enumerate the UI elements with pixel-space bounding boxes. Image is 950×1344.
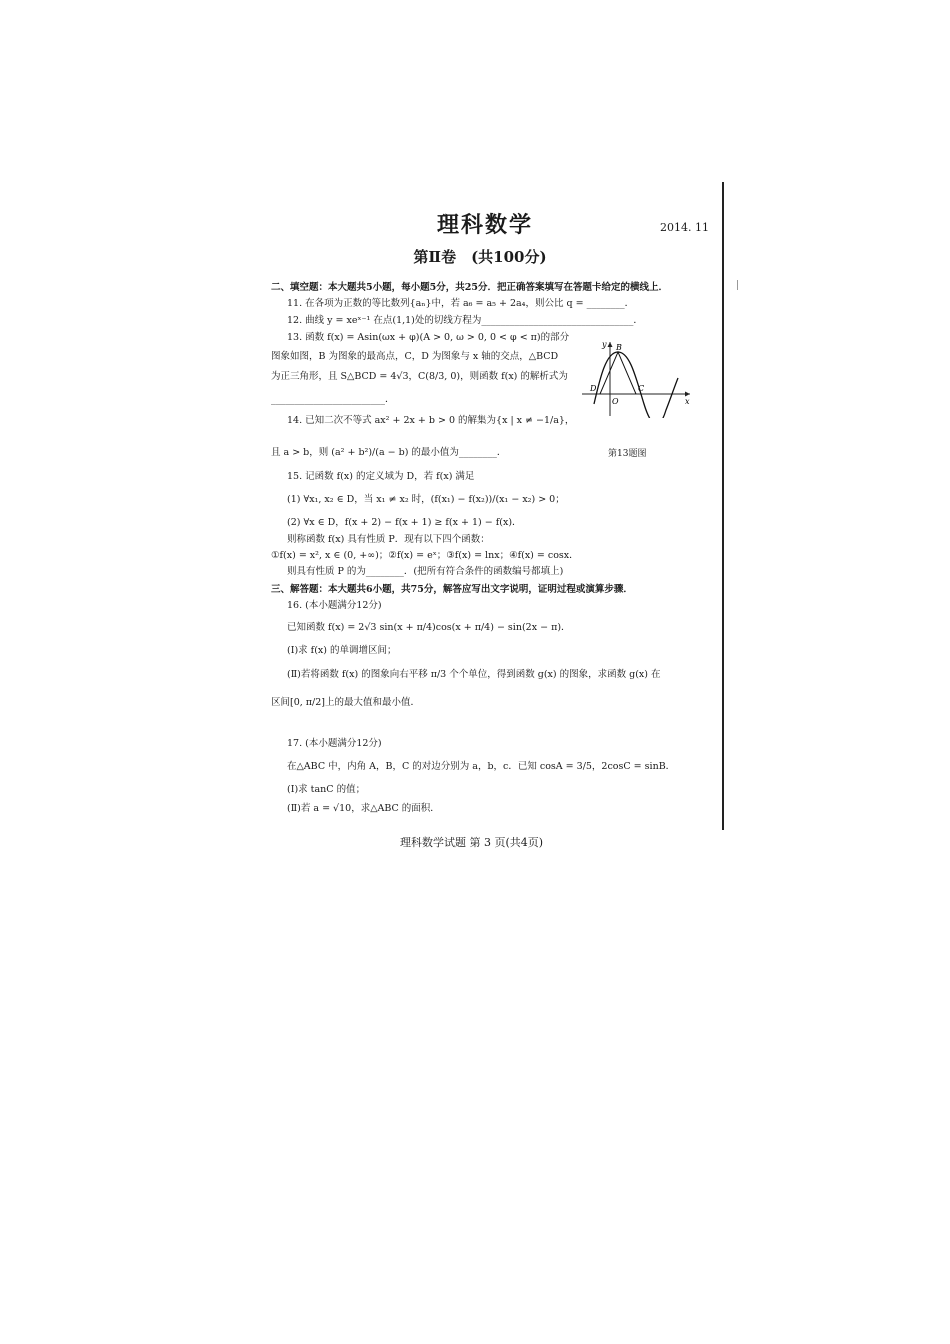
question-13-line-1: 13. 函数 f(x) = Asin(ωx + φ)(A > 0, ω > 0, 0 < φ < π)的部分 bbox=[287, 332, 570, 343]
label-y: y bbox=[602, 340, 607, 349]
label-x: x bbox=[685, 397, 690, 406]
question-13-line-4: ________________________． bbox=[271, 394, 395, 405]
section-fill-in-header: 二、填空题：本大题共5小题，每小题5分，共25分．把正确答案填写在答题卡给定的横线上． bbox=[271, 282, 668, 293]
question-12: 12. 曲线 y = xeˣ⁻¹ 在点(1,1)处的切线方程为________________________________． bbox=[287, 315, 643, 326]
question-14-line-1: 14. 已知二次不等式 ax² + 2x + b > 0 的解集为{x | x ≠ −1/a}， bbox=[287, 415, 575, 426]
question-16-part-1: (Ⅰ)求 f(x) 的单调增区间； bbox=[287, 645, 397, 656]
triangle-bcd bbox=[600, 352, 636, 394]
section-answer-header: 三、解答题：本大题共6小题，共75分，解答应写出文字说明，证明过程或演算步骤． bbox=[271, 584, 633, 595]
question-11: 11. 在各项为正数的等比数列{aₙ}中，若 a₆ = a₅ + 2a₄，则公比 q = ________． bbox=[287, 298, 635, 309]
question-13-line-2: 图象如图，B 为图象的最高点，C，D 为图象与 x 轴的交点，△BCD bbox=[271, 351, 559, 362]
label-b: B bbox=[616, 343, 622, 352]
page-title: 理科数学 bbox=[436, 212, 533, 238]
label-c: C bbox=[638, 384, 645, 393]
question-15-condition-2: (2) ∀x ∈ D，f(x + 2) − f(x + 1) ≥ f(x + 1) − f(x)． bbox=[287, 517, 522, 528]
exam-date: 2014. 11 bbox=[660, 221, 709, 234]
question-17-part-2: (Ⅱ)若 a = √10，求△ABC 的面积． bbox=[287, 803, 440, 814]
question-17-part-1: (Ⅰ)求 tanC 的值； bbox=[287, 784, 366, 795]
label-origin: O bbox=[612, 397, 619, 406]
question-16-stem: 已知函数 f(x) = 2√3 sin(x + π/4)cos(x + π/4) − sin(2x − π)． bbox=[287, 622, 571, 633]
question-16-part-2: (Ⅱ)若将函数 f(x) 的图象向右平移 π/3 个个单位，得到函数 g(x) 的图象，求函数 g(x) 在 bbox=[287, 669, 661, 680]
margin-mark bbox=[737, 280, 738, 290]
question-15-functions: ①f(x) = x², x ∈ (0, +∞)；②f(x) = eˣ；③f(x) = lnx；④f(x) = cosx． bbox=[271, 550, 579, 561]
question-13-figure bbox=[582, 338, 694, 418]
paper-section-title: 第Ⅱ卷 (共100分) bbox=[413, 248, 547, 266]
question-16-part-2-cont: 区间[0, π/2]上的最大值和最小值． bbox=[271, 697, 420, 708]
binding-line bbox=[722, 182, 724, 830]
question-15: 15. 记函数 f(x) 的定义域为 D，若 f(x) 满足 bbox=[287, 471, 475, 482]
question-17: 17. (本小题满分12分) bbox=[287, 738, 382, 749]
question-15-ask: 则具有性质 P 的为________．(把所有符合条件的函数编号都填上) bbox=[287, 566, 564, 577]
y-axis-arrow bbox=[608, 342, 613, 347]
sine-curve bbox=[594, 352, 678, 418]
question-15-property: 则称函数 f(x) 具有性质 P．现有以下四个函数： bbox=[287, 534, 490, 545]
label-d: D bbox=[590, 384, 597, 393]
figure-caption: 第13题图 bbox=[608, 449, 647, 459]
x-axis-arrow bbox=[685, 392, 690, 397]
question-16: 16. (本小题满分12分) bbox=[287, 600, 382, 611]
question-13-line-3: 为正三角形，且 S△BCD = 4√3，C(8/3, 0)，则函数 f(x) 的解析式为 bbox=[271, 371, 568, 382]
question-15-condition-1: (1) ∀x₁, x₂ ∈ D，当 x₁ ≠ x₂ 时，(f(x₁) − f(x₂))/(x₁ − x₂) > 0； bbox=[287, 494, 565, 505]
question-14-line-2: 且 a > b，则 (a² + b²)/(a − b) 的最小值为________． bbox=[271, 447, 507, 458]
page-footer: 理科数学试题 第 3 页(共4页) bbox=[400, 836, 544, 849]
question-17-stem: 在△ABC 中，内角 A，B，C 的对边分别为 a，b，c．已知 cosA = 3/5，2cosC = sinB． bbox=[287, 761, 676, 772]
